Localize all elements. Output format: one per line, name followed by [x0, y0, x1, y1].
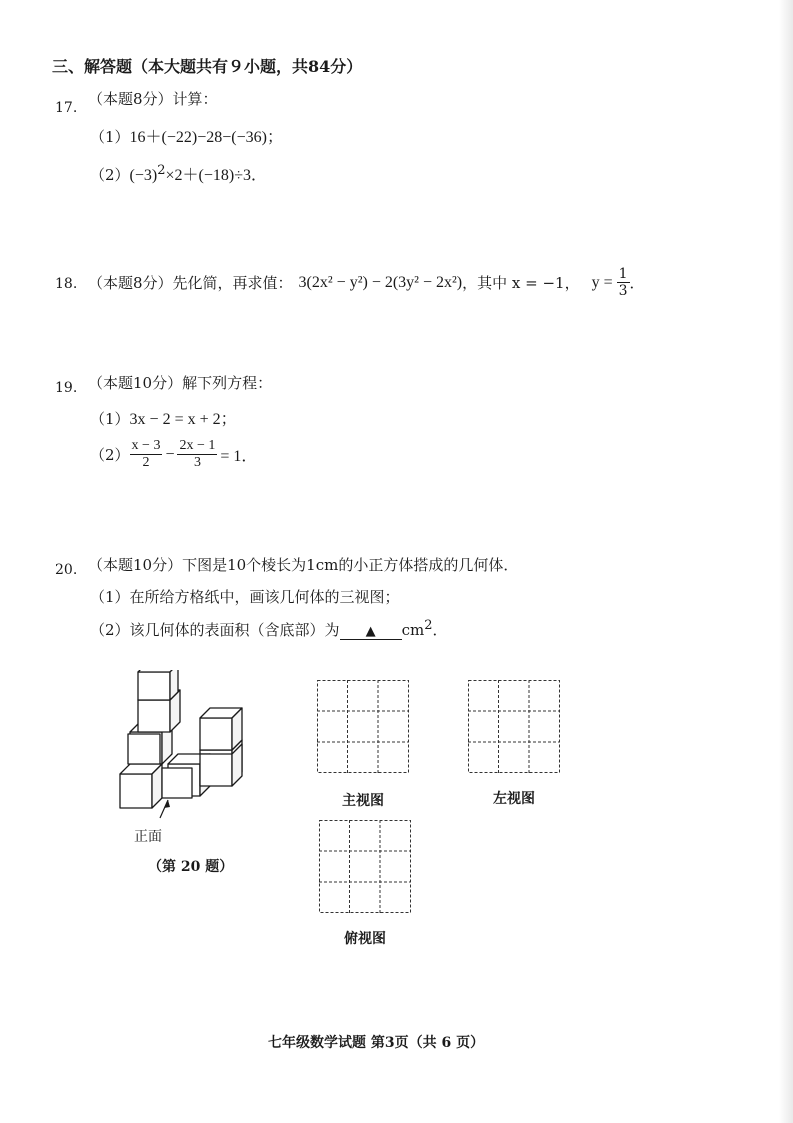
q17-part1-label: （1） — [90, 128, 130, 146]
cube — [200, 708, 242, 750]
q18-condition: ，其中 x = −1， — [462, 274, 580, 293]
cube-figure — [110, 670, 260, 820]
top-view-label: 俯视图 — [344, 931, 386, 947]
main-view-label: 主视图 — [342, 793, 384, 809]
left-view-label: 左视图 — [493, 791, 535, 807]
q17-part2-label: （2） — [90, 166, 130, 184]
q18-end: ． — [629, 274, 645, 293]
q19-part1-label: （1） — [90, 410, 130, 428]
q17-part2-expression-a: (−3) — [129, 167, 158, 184]
q18-y-numerator: 1 — [618, 266, 628, 282]
top-view-grid[interactable] — [319, 820, 411, 913]
q18-number: 18. — [55, 276, 78, 292]
page-edge-shadow — [779, 0, 793, 1123]
q20-unit: cm — [401, 621, 425, 639]
q19-header: （本题10分）解下列方程： — [88, 374, 273, 392]
q20-part1-text: 在所给方格纸中，画该几何体的三视图； — [129, 588, 400, 606]
page-footer: 七年级数学试题 第3页（共 6 页） — [268, 1035, 485, 1051]
front-label: 正面 — [134, 829, 162, 845]
answer-blank[interactable]: ▲ — [340, 624, 402, 640]
q19-equals-one: = 1． — [220, 448, 258, 466]
q17-header: （本题8分）计算： — [88, 90, 218, 108]
cube — [128, 734, 160, 764]
q20-number: 20. — [55, 562, 78, 578]
cube — [120, 764, 162, 808]
q19-part1-expression: 3x − 2 = x + 2； — [129, 411, 237, 428]
q18-y-label: y = — [591, 273, 613, 291]
q17-part2-expression-b: ×2＋(−18)÷3． — [165, 167, 268, 184]
figure-caption: （第 20 题） — [148, 859, 234, 875]
q17-part2-exponent: 2 — [157, 163, 166, 178]
q19-minus-sign: − — [165, 445, 175, 463]
q20-header: （本题10分）下图是10个棱长为1cm的小正方体搭成的几何体． — [88, 556, 519, 574]
left-view-grid[interactable] — [468, 680, 560, 773]
q17-number: 17. — [55, 100, 78, 116]
q19-part2-label: （2） — [90, 446, 130, 465]
q18-y-denominator: 3 — [618, 283, 628, 300]
main-view-grid[interactable] — [317, 680, 409, 773]
q18-expression: 3(2x² − y²) − 2(3y² − 2x²) — [298, 273, 463, 291]
q19-fraction2-denominator: 3 — [193, 455, 201, 471]
q19-fraction2-numerator: 2x − 1 — [177, 438, 217, 455]
q20-unit-exponent: 2 — [424, 618, 433, 633]
q19-fraction1-numerator: x − 3 — [130, 438, 163, 455]
q20-part2-end: ． — [432, 621, 448, 639]
q17-part1-expression: 16＋(−22)−28−(−36)； — [129, 129, 283, 146]
q20-part2-text: 该几何体的表面积（含底部）为 — [129, 621, 340, 639]
section-title: 三、解答题（本大题共有９小题，共84分） — [52, 57, 363, 76]
q19-number: 19. — [55, 380, 78, 396]
cube — [162, 768, 192, 798]
q20-part1-label: （1） — [90, 588, 130, 606]
q20-part2-label: （2） — [90, 621, 130, 639]
cube — [138, 670, 178, 700]
q18-header: （本题8分）先化简，再求值： — [88, 274, 293, 293]
q19-fraction1-denominator: 2 — [142, 455, 150, 471]
